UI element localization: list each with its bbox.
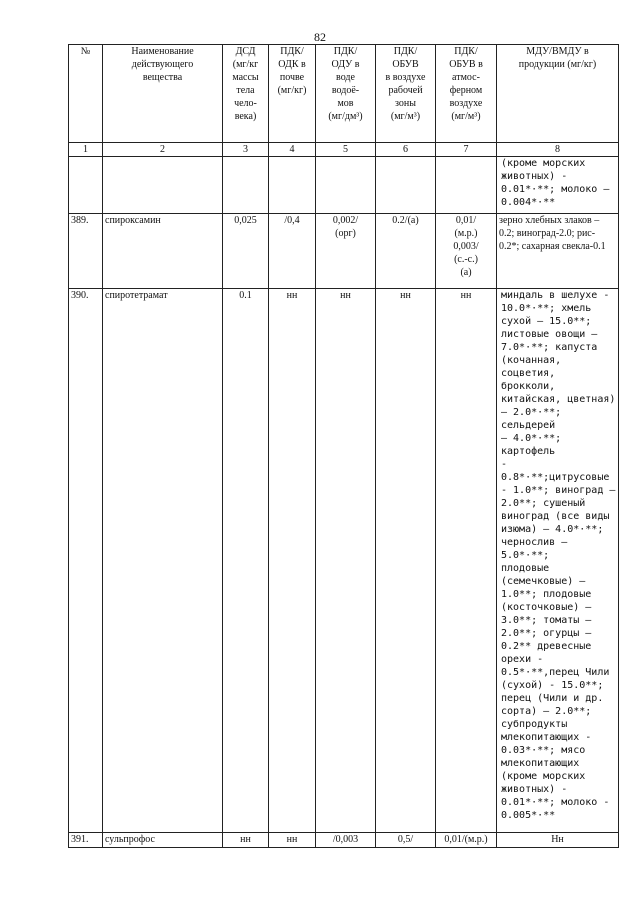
cell-dsd: 0,025 bbox=[223, 214, 269, 289]
column-number: 4 bbox=[269, 143, 316, 157]
cell-dsd: нн bbox=[223, 833, 269, 848]
cell-substance: спироксамин bbox=[103, 214, 223, 289]
cell-soil bbox=[269, 157, 316, 214]
column-number: 5 bbox=[316, 143, 376, 157]
cell-substance bbox=[103, 157, 223, 214]
cell-atm-air bbox=[436, 157, 497, 214]
column-number-row bbox=[69, 143, 619, 157]
header-soil: ПДК/ ОДК в почве (мг/кг) bbox=[269, 45, 316, 143]
cell-no: 389. bbox=[69, 214, 103, 289]
cell-mdu: миндаль в шелухе - 10.0*·**; хмель сухой – 15.0**; листовые овощи – 7.0*·**; капуста (кочанная, соцветия, брокколи, китайская, цветная) – 2.0*·**; сельдерей – 4.0*·**; картофель - 0.8*·**;цитрусовые - 1.0**; виноград – 2.0**; сушеный виноград (все виды изюма) – 4.0*·**; чернослив – 5.0*·**; плодовые (семечковые) – 1.0**; плодовые (косточковые) – 3.0**; томаты – 2.0**; огурцы – 0.2** древесные орехи - 0.5*·**,перец Чили (сухой) - 15.0**; перец (Чили и др. сорта) – 2.0**; субпродукты млекопитающих - 0.03*·**; мясо млекопитающих (кроме морских животных) - 0.01*·**; молоко - 0.005*·** bbox=[497, 289, 619, 833]
column-number: 7 bbox=[436, 143, 497, 157]
cell-water: /0,003 bbox=[316, 833, 376, 848]
cell-no bbox=[69, 157, 103, 214]
cell-work-air bbox=[376, 157, 436, 214]
header-no: № bbox=[69, 45, 103, 143]
cell-water bbox=[316, 157, 376, 214]
table-row bbox=[69, 157, 619, 214]
cell-mdu: зерно хлебных злаков – 0.2; виноград-2.0; рис- 0.2*; сахарная свекла-0.1 bbox=[497, 214, 619, 289]
header-atm-air: ПДК/ ОБУВ в атмос- ферном воздухе (мг/м³) bbox=[436, 45, 497, 143]
cell-soil: /0,4 bbox=[269, 214, 316, 289]
cell-mdu: (кроме морских животных) - 0.01*·**; молоко – 0.004*·** bbox=[497, 157, 619, 214]
cell-substance: спиротетрамат bbox=[103, 289, 223, 833]
cell-soil: нн bbox=[269, 833, 316, 848]
cell-soil: нн bbox=[269, 289, 316, 833]
cell-water: 0,002/ (орг) bbox=[316, 214, 376, 289]
header-row bbox=[69, 45, 619, 143]
cell-atm-air: нн bbox=[436, 289, 497, 833]
cell-dsd: 0.1 bbox=[223, 289, 269, 833]
table-row bbox=[69, 289, 619, 833]
page-number: 82 bbox=[314, 30, 326, 44]
cell-work-air: 0,5/ bbox=[376, 833, 436, 848]
cell-dsd bbox=[223, 157, 269, 214]
cell-no: 391. bbox=[69, 833, 103, 848]
cell-atm-air: 0,01/ (м.р.) 0,003/ (с.-с.) (а) bbox=[436, 214, 497, 289]
cell-mdu: Нн bbox=[497, 833, 619, 848]
cell-atm-air: 0,01/(м.р.) bbox=[436, 833, 497, 848]
table-row bbox=[69, 833, 619, 848]
cell-work-air: нн bbox=[376, 289, 436, 833]
pesticide-table bbox=[68, 44, 619, 848]
column-number: 8 bbox=[497, 143, 619, 157]
header-mdu: МДУ/ВМДУ в продукции (мг/кг) bbox=[497, 45, 619, 143]
column-number: 6 bbox=[376, 143, 436, 157]
column-number: 2 bbox=[103, 143, 223, 157]
header-water: ПДК/ ОДУ в воде водоё- мов (мг/дм³) bbox=[316, 45, 376, 143]
header-dsd: ДСД (мг/кг массы тела чело- века) bbox=[223, 45, 269, 143]
cell-water: нн bbox=[316, 289, 376, 833]
column-number: 1 bbox=[69, 143, 103, 157]
column-number: 3 bbox=[223, 143, 269, 157]
header-substance: Наименование действующего вещества bbox=[103, 45, 223, 143]
header-work-air: ПДК/ ОБУВ в воздухе рабочей зоны (мг/м³) bbox=[376, 45, 436, 143]
cell-substance: сульпрофос bbox=[103, 833, 223, 848]
cell-no: 390. bbox=[69, 289, 103, 833]
table-row bbox=[69, 214, 619, 289]
cell-work-air: 0.2/(а) bbox=[376, 214, 436, 289]
